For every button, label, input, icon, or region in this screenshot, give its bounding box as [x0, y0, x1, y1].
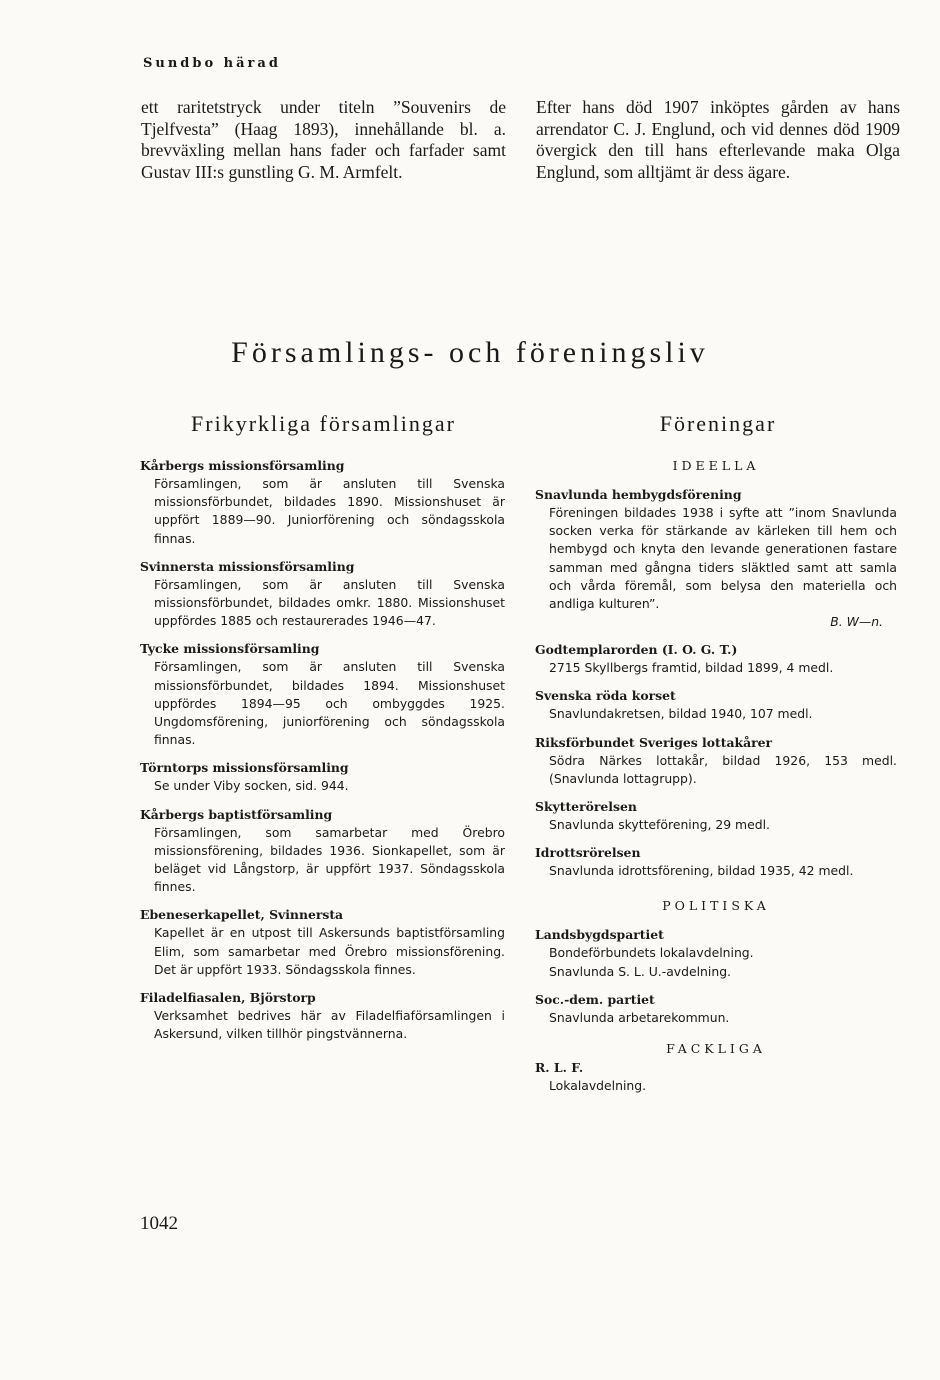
subsection-label-politiska: POLITISKA	[662, 898, 770, 914]
list-item	[535, 1058, 897, 1095]
entry-title: Kårbergs missionsförsamling	[140, 458, 345, 473]
entry-body: Snavlundakretsen, bildad 1940, 107 medl.	[549, 706, 813, 722]
subsection-label-fackliga: FACKLIGA	[666, 1041, 766, 1057]
entry-title: Idrottsrörelsen	[535, 845, 641, 861]
entry-title: Filadelfiasalen, Björstorp	[140, 990, 316, 1006]
section-title: Församlings- och föreningsliv	[231, 336, 709, 369]
list-item	[140, 557, 505, 631]
entry-body: Snavlunda skytteförening, 29 medl.	[549, 817, 770, 833]
entry-body: Församlingen, som samarbetar med Örebro missionsförening, bildades 1936. Sionkapellet, som är beläget vid Långstorp, är uppfört 1937. Söndagsskola finnes.	[154, 824, 505, 895]
entry-body: Församlingen, som är ansluten till Svenska missionsförbundet, bildades omkr. 1880. Missionshuset uppfördes 1885 och restaurerades 1946—47.	[154, 576, 505, 629]
list-item	[535, 686, 897, 723]
list-item	[535, 843, 897, 880]
list-item	[535, 733, 897, 788]
entry-body: Församlingen, som är ansluten till Svenska missionsförbundet, bildades 1894. Missionshuset uppfördes 1894—95 och ombyggdes 1925. Ungdomsförening, juniorförening och söndagsskola finnas.	[154, 659, 505, 748]
top-left-paragraph: ett raritetstryck under titeln ”Souvenirs de Tjelfvesta” (Haag 1893), innehållande bl. a. brevväxling mellan hans fader och farfader samt Gustav III:s gunstling G. M. Armfelt.	[141, 97, 506, 182]
entry-title: Skytterörelsen	[535, 799, 637, 815]
list-item	[535, 925, 897, 980]
entry-title: Landsbygdspartiet	[535, 927, 664, 943]
right-column	[535, 456, 897, 1104]
list-item	[140, 456, 505, 548]
entry-title: Ebeneserkapellet, Svinnersta	[140, 907, 344, 923]
list-item	[140, 758, 505, 795]
list-item	[140, 905, 505, 979]
entry-body-line: Snavlunda S. L. U.-avdelning.	[549, 963, 731, 979]
list-item	[140, 988, 505, 1043]
right-column-title: Föreningar	[659, 411, 777, 436]
entry-body: Verksamhet bedrives här av Filadelfiaförsamlingen i Askersund, vilken tillhör pingstvännerna.	[154, 1008, 505, 1042]
list-item	[535, 485, 897, 631]
entry-body: Föreningen bildades 1938 i syfte att ”inom Snavlunda socken verka för stärkande av kärleken till hem och hembygd och knyta den levande generationen fastare samman med gångna tiders släktled samt att samla och vårda föremål, som belysa den materiella och andliga kulturen”.	[549, 505, 897, 612]
entry-title: Svenska röda korset	[535, 688, 676, 704]
top-right-paragraph: Efter hans död 1907 inköptes gården av hans arrendator C. J. Englund, och vid dennes död 1909 övergick den till hans efterlevande maka Olga Englund, som alltjämt är dess ägare.	[536, 97, 900, 182]
entry-title: Tycke missionsförsamling	[140, 641, 320, 657]
entry-body: Församlingen, som är ansluten till Svenska missionsförbundet, bildades 1890. Missionshuset är uppfört 1889—90. Juniorförening och söndagsskola finnas.	[154, 476, 505, 546]
running-header: Sundbo härad	[143, 56, 281, 71]
list-item	[140, 805, 505, 897]
entry-body: Snavlunda idrottsförening, bildad 1935, 42 medl.	[549, 863, 854, 879]
list-item	[535, 990, 897, 1027]
entry-body: Snavlunda arbetarekommun.	[549, 1009, 730, 1025]
entry-body: Södra Närkes lottakår, bildad 1926, 153 medl. (Snavlunda lottagrupp).	[549, 752, 897, 786]
list-item	[535, 640, 897, 677]
left-column	[140, 456, 505, 1052]
entry-title: Snavlunda hembygdsförening	[535, 487, 742, 502]
list-item	[535, 797, 897, 834]
subsection-label-ideella: IDEELLA	[672, 458, 760, 473]
entry-title: Soc.-dem. partiet	[535, 991, 655, 1007]
entry-title: R. L. F.	[535, 1060, 584, 1076]
page-number: 1042	[140, 1213, 178, 1234]
entry-title: Svinnersta missionsförsamling	[140, 558, 355, 574]
entry-title: Törntorps missionsförsamling	[140, 760, 349, 776]
author-signature: B. W—n.	[830, 614, 883, 630]
left-column-title: Frikyrkliga församlingar	[191, 411, 456, 436]
entry-title: Kårbergs baptistförsamling	[140, 806, 333, 822]
list-item	[140, 639, 505, 749]
entry-body: Se under Viby socken, sid. 944.	[154, 778, 349, 794]
entry-body: Kapellet är en utpost till Askersunds baptistförsamling Elim, som samarbetar med Örebro missionsförening. Det är uppfört 1933. Söndagsskola finnes.	[154, 925, 505, 977]
entry-body: Lokalavdelning.	[549, 1078, 647, 1094]
entry-title: Godtemplarorden (I. O. G. T.)	[535, 642, 738, 658]
entry-body: 2715 Skyllbergs framtid, bildad 1899, 4 medl.	[549, 660, 834, 676]
entry-body-line: Bondeförbundets lokalavdelning.	[549, 945, 754, 961]
entry-title: Riksförbundet Sveriges lottakårer	[535, 734, 773, 750]
